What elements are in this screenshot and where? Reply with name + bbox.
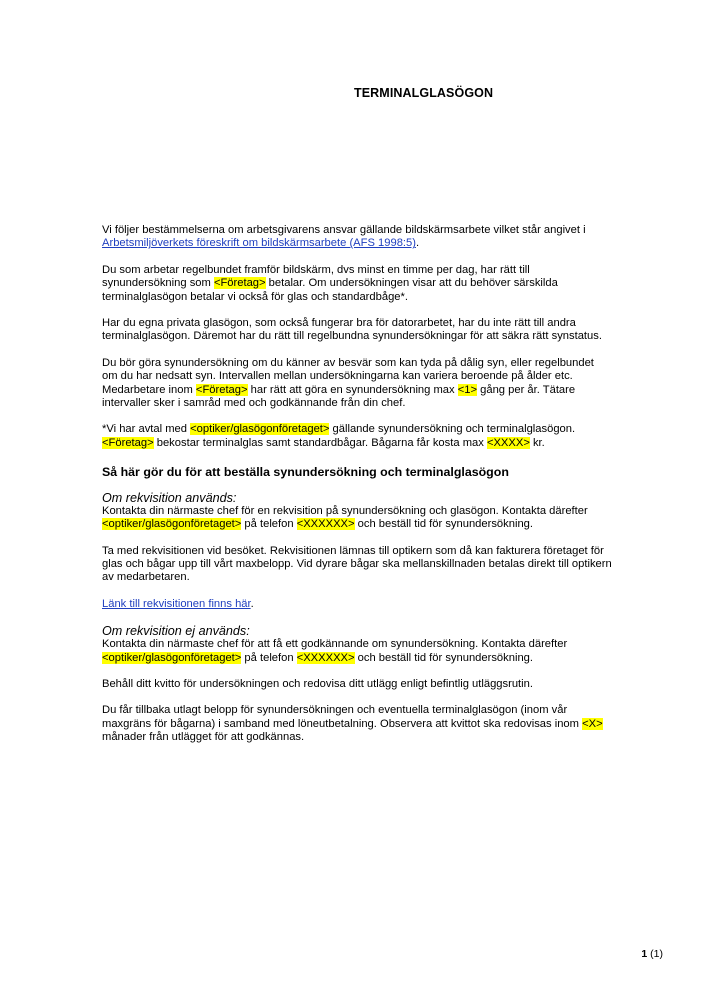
reimbursement-text-2: månader från utlägget för att godkännas. (102, 731, 305, 744)
requisition-link[interactable]: Länk till rekvisitionen finns här (102, 597, 251, 610)
phone-placeholder: <XXXXXX> (296, 518, 355, 531)
months-placeholder: <X> (582, 717, 603, 730)
requisition-visit-paragraph: Ta med rekvisitionen vid besöket. Rekvisitionen lämnas till optikern som då kan fakturera företaget för glas och bågar upp till vårt maxbelopp. Vid dyrare bågar ska mellanskillnaden betalas direkt till optikern av medarbetaren. (102, 544, 612, 584)
company-placeholder: <Företag> (102, 436, 154, 449)
total-pages: (1) (650, 948, 663, 960)
without-requisition-contact-paragraph (102, 638, 612, 665)
exam-interval-text-3: gång per år. Tätare intervaller sker i samråd med och godkännande från din chef. (102, 383, 576, 410)
document-title: TERMINALGLASÖGON (354, 86, 494, 100)
approval-contact-text: Kontakta din närmaste chef för att få ett godkännande om synundersökning. Kontakta därefter (102, 638, 568, 651)
frequency-placeholder: <1> (457, 383, 478, 396)
max-cost-placeholder: <XXXX> (486, 436, 530, 449)
intro-text-end: . (415, 237, 420, 250)
optician-placeholder: <optiker/glasögonföretaget> (102, 651, 242, 664)
agreement-text-2: gällande synundersökning och terminalglasögon. (329, 423, 576, 436)
requisition-link-end: . (250, 597, 254, 610)
receipt-paragraph: Behåll ditt kvitto för undersökningen och redovisa ditt utlägg enligt befintlig utläggsrutin. (102, 677, 533, 690)
ordering-heading: Så här gör du för att beställa synundersökning och terminalglasögon (102, 465, 509, 480)
phone-placeholder: <XXXXXX> (296, 651, 355, 664)
entitlement-text: Du som arbetar regelbundet framför bildskärm, dvs minst en timme per dag, har rätt till synundersökning som (102, 263, 530, 290)
approval-contact-text-3: och beställ tid för synundersökning. (354, 651, 534, 664)
without-requisition-subheading: Om rekvisition ej används: (102, 624, 250, 639)
entitlement-paragraph (102, 264, 612, 304)
exam-interval-paragraph (102, 357, 612, 411)
page-number (641, 948, 663, 960)
afs-regulation-link[interactable]: Arbetsmiljöverkets föreskrift om bildskärmsarbete (AFS 1998:5) (102, 237, 416, 250)
requisition-contact-text: Kontakta din närmaste chef för en rekvisition på synundersökning och glasögon. Kontakta därefter (102, 504, 588, 517)
agreement-text: *Vi har avtal med (102, 423, 191, 436)
optician-placeholder: <optiker/glasögonföretaget> (102, 518, 242, 531)
with-requisition-contact-paragraph (102, 505, 612, 532)
optician-placeholder: <optiker/glasögonföretaget> (190, 423, 330, 436)
current-page: 1 (641, 948, 648, 960)
reimbursement-text: Du får tillbaka utlagt belopp för synundersökningen och eventuella terminalglasögon (inom vår maxgräns för bågarna) i samband med löneutbetalning. Observera att kvittot ska redovisas inom (102, 704, 583, 730)
approval-contact-text-2: på telefon (241, 651, 297, 664)
company-placeholder: <Företag> (195, 383, 248, 396)
requisition-contact-text-2: på telefon (241, 518, 297, 531)
agreement-text-4: kr. (529, 436, 545, 449)
requisition-contact-text-3: och beställ tid för synundersökning. (354, 518, 534, 531)
private-glasses-paragraph: Har du egna privata glasögon, som också fungerar bra för datorarbetet, har du inte rätt till andra terminalglasögon. Däremot har du rätt till regelbundna synundersökningar för att säkra rätt synstatus. (102, 317, 602, 343)
with-requisition-subheading: Om rekvisition används: (102, 490, 237, 505)
agreement-paragraph (102, 423, 612, 450)
reimbursement-paragraph (102, 704, 612, 744)
entitlement-text-2: betalar. Om undersökningen visar att du behöver särskilda terminalglasögon betalar vi också för glas och standardbåge*. (102, 277, 558, 303)
requisition-link-paragraph (102, 598, 612, 611)
intro-text: Vi följer bestämmelserna om arbetsgivarens ansvar gällande bildskärmsarbete vilket står angivet i (102, 224, 586, 236)
intro-paragraph (102, 224, 612, 251)
exam-interval-text-2: har rätt att göra en synundersökning max (247, 383, 458, 396)
company-placeholder: <Företag> (213, 277, 266, 290)
agreement-text-3: bekostar terminalglas samt standardbågar. Bågarna får kosta max (153, 436, 487, 449)
document-body (102, 224, 612, 758)
exam-interval-text: Du bör göra synundersökning om du känner av besvär som kan tyda på dålig syn, eller regelbundet om du har nedsatt syn. Intervallen mellan undersökningarna kan variera beroende på ålder etc. Medarbetare inom (102, 356, 594, 396)
